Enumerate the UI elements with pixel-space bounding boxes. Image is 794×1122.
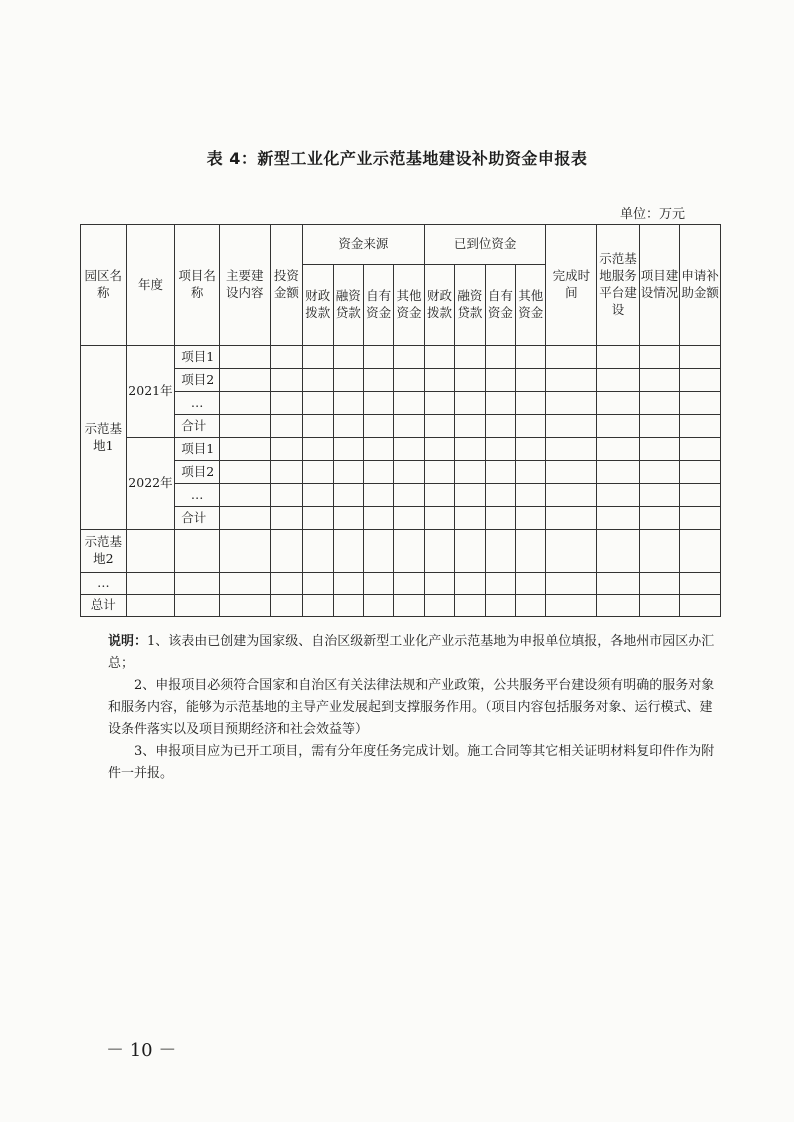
- data-cell: [270, 392, 302, 415]
- note-2: 2、申报项目必须符合国家和自治区有关法律法规和产业政策，公共服务平台建设须有明确的服务对象和服务内容，能够为示范基地的主导产业发展起到支撑服务作用。（项目内容包括服务对象、运行模式、建设条件落实以及项目预期经济和社会效益等）: [108, 678, 715, 737]
- row-label-base2: 示范基地2: [81, 530, 127, 573]
- data-cell: [363, 595, 393, 617]
- data-cell: [394, 346, 424, 369]
- header-arrived-own-funds: 自有资金: [485, 265, 515, 346]
- data-cell: [303, 346, 333, 369]
- data-cell: [485, 461, 515, 484]
- data-cell: [219, 346, 270, 369]
- data-cell: [219, 530, 270, 573]
- data-cell: [219, 507, 270, 530]
- data-cell: [303, 507, 333, 530]
- data-cell: [597, 530, 640, 573]
- data-cell: [485, 415, 515, 438]
- data-cell: [333, 438, 363, 461]
- data-cell: [639, 369, 680, 392]
- data-cell: [270, 484, 302, 507]
- data-cell: [126, 530, 175, 573]
- data-cell: [639, 573, 680, 595]
- data-cell: [363, 438, 393, 461]
- data-cell: [219, 415, 270, 438]
- data-cell: [303, 484, 333, 507]
- data-cell: [516, 530, 546, 573]
- data-cell: [455, 415, 485, 438]
- data-cell: [219, 484, 270, 507]
- data-cell: [394, 573, 424, 595]
- data-cell: [424, 369, 454, 392]
- data-cell: [270, 530, 302, 573]
- data-cell: [333, 484, 363, 507]
- data-cell: [485, 530, 515, 573]
- data-cell: [597, 392, 640, 415]
- data-cell: [597, 595, 640, 617]
- header-arrived-fiscal-allocation: 财政拨款: [424, 265, 454, 346]
- row-label-subtotal: 合计: [175, 507, 220, 530]
- data-cell: [516, 392, 546, 415]
- data-cell: [455, 392, 485, 415]
- data-cell: [424, 415, 454, 438]
- data-cell: [270, 507, 302, 530]
- header-fiscal-allocation: 财政拨款: [303, 265, 333, 346]
- data-cell: [363, 346, 393, 369]
- header-service-platform: 示范基地服务平台建设: [597, 225, 640, 346]
- header-year: 年度: [126, 225, 175, 346]
- data-cell: [680, 507, 721, 530]
- data-cell: [363, 573, 393, 595]
- data-cell: [680, 461, 721, 484]
- data-cell: [516, 573, 546, 595]
- data-cell: [546, 438, 597, 461]
- header-fund-source: 资金来源: [303, 225, 425, 265]
- data-cell: [219, 573, 270, 595]
- data-cell: [680, 346, 721, 369]
- note-1: [108, 631, 720, 675]
- data-cell: [303, 415, 333, 438]
- subsidy-application-table: [80, 224, 721, 617]
- data-cell: [455, 530, 485, 573]
- data-cell: [680, 530, 721, 573]
- data-cell: [516, 595, 546, 617]
- row-label-base1: 示范基地1: [81, 346, 127, 530]
- data-cell: [363, 484, 393, 507]
- data-cell: [597, 346, 640, 369]
- data-cell: [175, 530, 220, 573]
- data-cell: [424, 530, 454, 573]
- data-cell: [455, 573, 485, 595]
- data-cell: [455, 484, 485, 507]
- data-cell: [424, 392, 454, 415]
- data-cell: [333, 346, 363, 369]
- data-cell: [680, 369, 721, 392]
- data-cell: [363, 507, 393, 530]
- row-label-project2: 项目2: [175, 461, 220, 484]
- data-cell: [363, 415, 393, 438]
- data-cell: [639, 507, 680, 530]
- header-investment: 投资金额: [270, 225, 302, 346]
- data-cell: [639, 595, 680, 617]
- header-subsidy-amount: 申请补助金额: [680, 225, 721, 346]
- data-cell: [639, 415, 680, 438]
- data-cell: [303, 530, 333, 573]
- data-cell: [546, 595, 597, 617]
- data-cell: [485, 595, 515, 617]
- data-cell: [455, 595, 485, 617]
- data-cell: [485, 507, 515, 530]
- data-cell: [485, 573, 515, 595]
- data-cell: [485, 369, 515, 392]
- data-cell: [639, 530, 680, 573]
- data-cell: [546, 484, 597, 507]
- data-cell: [303, 573, 333, 595]
- row-label-ellipsis: …: [175, 392, 220, 415]
- data-cell: [516, 346, 546, 369]
- note-1-text: 1、该表由已创建为国家级、自治区级新型工业化产业示范基地为申报单位填报，各地州市园区办汇总；: [108, 634, 715, 671]
- document-title: 表 4：新型工业化产业示范基地建设补助资金申报表: [206, 149, 588, 168]
- header-arrived-funds: 已到位资金: [424, 225, 546, 265]
- data-cell: [424, 573, 454, 595]
- data-cell: [394, 530, 424, 573]
- header-own-funds: 自有资金: [363, 265, 393, 346]
- data-cell: [485, 346, 515, 369]
- note-3: 3、申报项目应为已开工项目，需有分年度任务完成计划。施工合同等其它相关证明材料复印件作为附件一并报。: [108, 744, 715, 781]
- page-number: － 10 －: [106, 1040, 177, 1061]
- row-label-year-2021: 2021年: [126, 346, 175, 438]
- data-cell: [485, 392, 515, 415]
- data-cell: [270, 438, 302, 461]
- data-cell: [333, 392, 363, 415]
- row-label-project1: 项目1: [175, 346, 220, 369]
- data-cell: [363, 461, 393, 484]
- data-cell: [303, 392, 333, 415]
- data-cell: [394, 438, 424, 461]
- header-completion-time: 完成时间: [546, 225, 597, 346]
- data-cell: [546, 530, 597, 573]
- row-label-subtotal: 合计: [175, 415, 220, 438]
- data-cell: [363, 392, 393, 415]
- data-cell: [270, 346, 302, 369]
- data-cell: [424, 507, 454, 530]
- header-project-name: 项目名称: [175, 225, 220, 346]
- data-cell: [394, 369, 424, 392]
- data-cell: [333, 507, 363, 530]
- row-label-ellipsis: …: [175, 484, 220, 507]
- data-cell: [597, 438, 640, 461]
- data-cell: [424, 595, 454, 617]
- data-cell: [455, 507, 485, 530]
- data-cell: [546, 507, 597, 530]
- data-cell: [394, 461, 424, 484]
- data-cell: [597, 369, 640, 392]
- data-cell: [485, 438, 515, 461]
- data-cell: [597, 573, 640, 595]
- data-cell: [639, 461, 680, 484]
- data-cell: [680, 573, 721, 595]
- data-cell: [363, 530, 393, 573]
- data-cell: [546, 369, 597, 392]
- data-cell: [546, 392, 597, 415]
- data-cell: [424, 346, 454, 369]
- data-cell: [546, 415, 597, 438]
- data-cell: [516, 369, 546, 392]
- row-label-project1: 项目1: [175, 438, 220, 461]
- data-cell: [424, 438, 454, 461]
- data-cell: [175, 595, 220, 617]
- data-cell: [270, 595, 302, 617]
- data-cell: [333, 415, 363, 438]
- data-cell: [597, 415, 640, 438]
- data-cell: [546, 346, 597, 369]
- data-cell: [219, 438, 270, 461]
- data-cell: [270, 369, 302, 392]
- data-cell: [639, 484, 680, 507]
- header-financing-loan: 融资贷款: [333, 265, 363, 346]
- header-project-status: 项目建设情况: [639, 225, 680, 346]
- data-cell: [546, 573, 597, 595]
- data-cell: [394, 507, 424, 530]
- data-cell: [219, 392, 270, 415]
- data-cell: [270, 461, 302, 484]
- data-cell: [333, 595, 363, 617]
- data-cell: [333, 530, 363, 573]
- row-label-total: 总计: [81, 595, 127, 617]
- data-cell: [680, 438, 721, 461]
- data-cell: [424, 484, 454, 507]
- data-cell: [516, 484, 546, 507]
- data-cell: [546, 461, 597, 484]
- data-cell: [303, 438, 333, 461]
- data-cell: [455, 461, 485, 484]
- data-cell: [126, 573, 175, 595]
- data-cell: [270, 573, 302, 595]
- data-cell: [639, 346, 680, 369]
- data-cell: [485, 484, 515, 507]
- data-cell: [219, 369, 270, 392]
- data-cell: [270, 415, 302, 438]
- data-cell: [680, 415, 721, 438]
- data-cell: [363, 369, 393, 392]
- data-cell: [126, 595, 175, 617]
- header-arrived-other-funds: 其他资金: [516, 265, 546, 346]
- data-cell: [597, 484, 640, 507]
- data-cell: [219, 595, 270, 617]
- data-cell: [516, 507, 546, 530]
- data-cell: [680, 392, 721, 415]
- data-cell: [597, 507, 640, 530]
- data-cell: [333, 461, 363, 484]
- data-cell: [455, 369, 485, 392]
- header-other-funds: 其他资金: [394, 265, 424, 346]
- data-cell: [303, 369, 333, 392]
- data-cell: [516, 438, 546, 461]
- data-cell: [394, 415, 424, 438]
- data-cell: [175, 573, 220, 595]
- data-cell: [219, 461, 270, 484]
- header-park-name: 园区名称: [81, 225, 127, 346]
- data-cell: [394, 595, 424, 617]
- data-cell: [516, 415, 546, 438]
- row-label-ellipsis: …: [81, 573, 127, 595]
- row-label-year-2022: 2022年: [126, 438, 175, 530]
- data-cell: [455, 346, 485, 369]
- data-cell: [639, 392, 680, 415]
- unit-label: 单位：万元: [620, 207, 686, 222]
- data-cell: [597, 461, 640, 484]
- data-cell: [303, 595, 333, 617]
- notes-section: [108, 631, 720, 785]
- data-cell: [303, 461, 333, 484]
- data-cell: [680, 595, 721, 617]
- data-cell: [333, 369, 363, 392]
- data-cell: [680, 484, 721, 507]
- data-cell: [516, 461, 546, 484]
- data-cell: [455, 438, 485, 461]
- data-cell: [394, 484, 424, 507]
- notes-label: 说明：: [108, 634, 148, 649]
- data-cell: [394, 392, 424, 415]
- data-cell: [333, 573, 363, 595]
- header-arrived-financing-loan: 融资贷款: [455, 265, 485, 346]
- header-main-content: 主要建设内容: [219, 225, 270, 346]
- data-cell: [639, 438, 680, 461]
- data-cell: [424, 461, 454, 484]
- row-label-project2: 项目2: [175, 369, 220, 392]
